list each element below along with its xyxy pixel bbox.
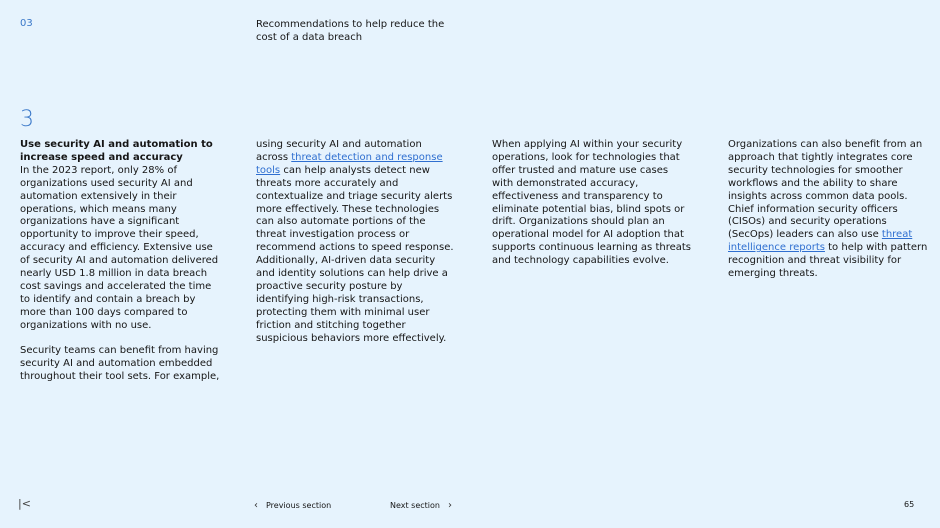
previous-section-button[interactable]: [254, 500, 331, 511]
first-page-icon: |<: [18, 497, 31, 510]
page-number: 65: [904, 500, 915, 509]
column-2: [256, 139, 456, 358]
column-1: [20, 139, 220, 397]
section-number: 03: [20, 18, 33, 29]
column-1-paragraph-2: Security teams can benefit from having security AI and automation embedded throughout their tool sets. For example,: [20, 345, 220, 383]
threat-detection-link[interactable]: threat detection and response tools: [256, 151, 443, 176]
column-3: [492, 139, 692, 281]
column-4-text-post: to help with pattern recognition and threat visibility for emerging threats.: [728, 242, 928, 280]
column-2-text-post: can help analysts detect new threats more accurately and contextualize and triage security alerts more effectively. These technologies can also automate portions of the threat investigation process or recommend actions to speed response. Additionally, AI-driven data security and identity solutions can help drive a proactive security posture by identifying high-risk transactions, protecting them with minimal user friction and stitching together suspicious behaviors more effectively.: [256, 164, 454, 344]
column-4: [728, 139, 928, 294]
previous-section-label: Previous section: [266, 501, 332, 510]
column-2-paragraph: [256, 139, 456, 346]
next-section-button[interactable]: [390, 500, 452, 511]
column-4-paragraph: [728, 139, 928, 281]
column-1-paragraph-1: In the 2023 report, only 28% of organizations used security AI and automation extensively in their operations, which means many organizations have a significant opportunity to improve their speed, accuracy and efficiency. Extensive use of security AI and automation delivered nearly USD 1.8 million in data breach cost savings and accelerated the time to identify and contain a breach by more than 100 days compared to organizations with no use.: [20, 164, 219, 331]
chevron-left-icon: ‹: [254, 500, 258, 511]
column-2-text-pre: using security AI and automation across: [256, 139, 422, 163]
threat-intelligence-link[interactable]: threat intelligence reports: [728, 229, 913, 254]
recommendation-number: 3: [20, 107, 34, 132]
column-4-text-pre: Organizations can also benefit from an approach that tightly integrates core security technologies for smoother workflows and the ability to share insights across common data pools. Chief information security officers (CISOs) and security operations (SecOps) leaders can also use: [728, 139, 923, 241]
page-title: Recommendations to help reduce the cost of a data breach: [256, 19, 445, 43]
recommendation-heading: Use security AI and automation to increase speed and accuracy: [20, 139, 213, 163]
first-page-button[interactable]: [18, 497, 31, 510]
next-section-label: Next section: [390, 501, 440, 510]
chevron-right-icon: ›: [448, 500, 452, 511]
column-3-paragraph: When applying AI within your security operations, look for technologies that offer trusted and mature use cases with demonstrated accuracy, effectiveness and transparency to eliminate potential bias, blind spots or drift. Organizations should plan an operational model for AI adoption that supports continuous learning as threats and technology capabilities evolve.: [492, 139, 692, 267]
